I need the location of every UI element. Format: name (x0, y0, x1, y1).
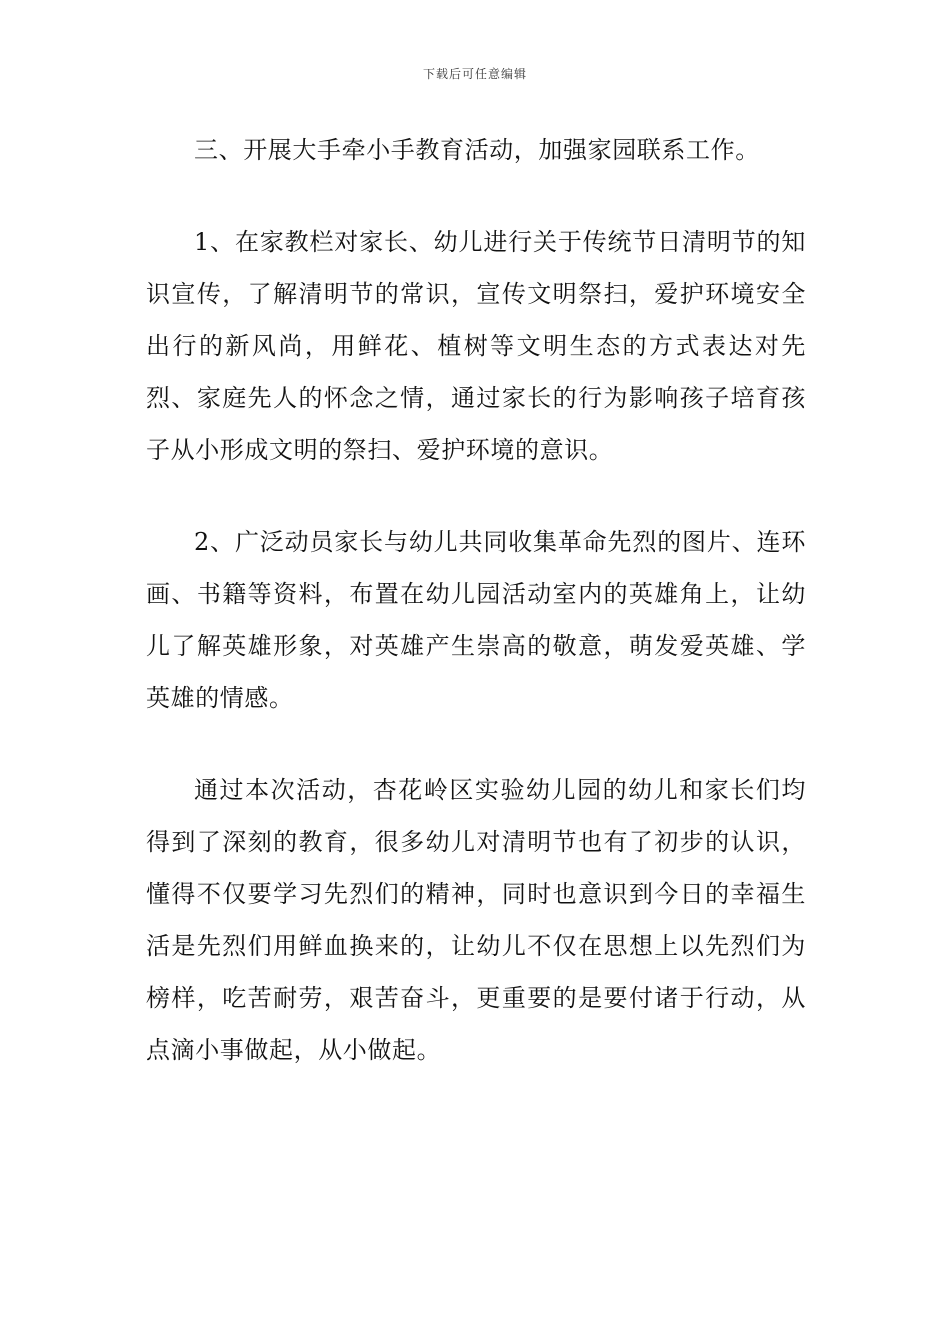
paragraph-conclusion: 通过本次活动，杏花岭区实验幼儿园的幼儿和家长们均得到了深刻的教育，很多幼儿对清明节也有了初步的认识，懂得不仅要学习先烈们的精神，同时也意识到今日的幸福生活是先烈们用鲜血换来的，让幼儿不仅在思想上以先烈们为榜样，吃苦耐劳，艰苦奋斗，更重要的是要付诸于行动，从点滴小事做起，从小做起。 (146, 776, 806, 1064)
section-heading: 三、开展大手牵小手教育活动，加强家园联系工作。 (194, 136, 760, 164)
document-body (146, 124, 806, 1076)
paragraph-2: 2、广泛动员家长与幼儿共同收集革命先烈的图片、连环画、书籍等资料，布置在幼儿园活动室内的英雄角上，让幼儿了解英雄形象，对英雄产生崇高的敬意，萌发爱英雄、学英雄的情感。 (146, 528, 806, 712)
paragraph-1: 1、在家教栏对家长、幼儿进行关于传统节日清明节的知识宣传，了解清明节的常识，宣传文明祭扫，爱护环境安全出行的新风尚，用鲜花、植树等文明生态的方式表达对先烈、家庭先人的怀念之情，通过家长的行为影响孩子培育孩子从小形成文明的祭扫、爱护环境的意识。 (146, 228, 806, 464)
header-note: 下载后可任意编辑 (422, 67, 527, 81)
